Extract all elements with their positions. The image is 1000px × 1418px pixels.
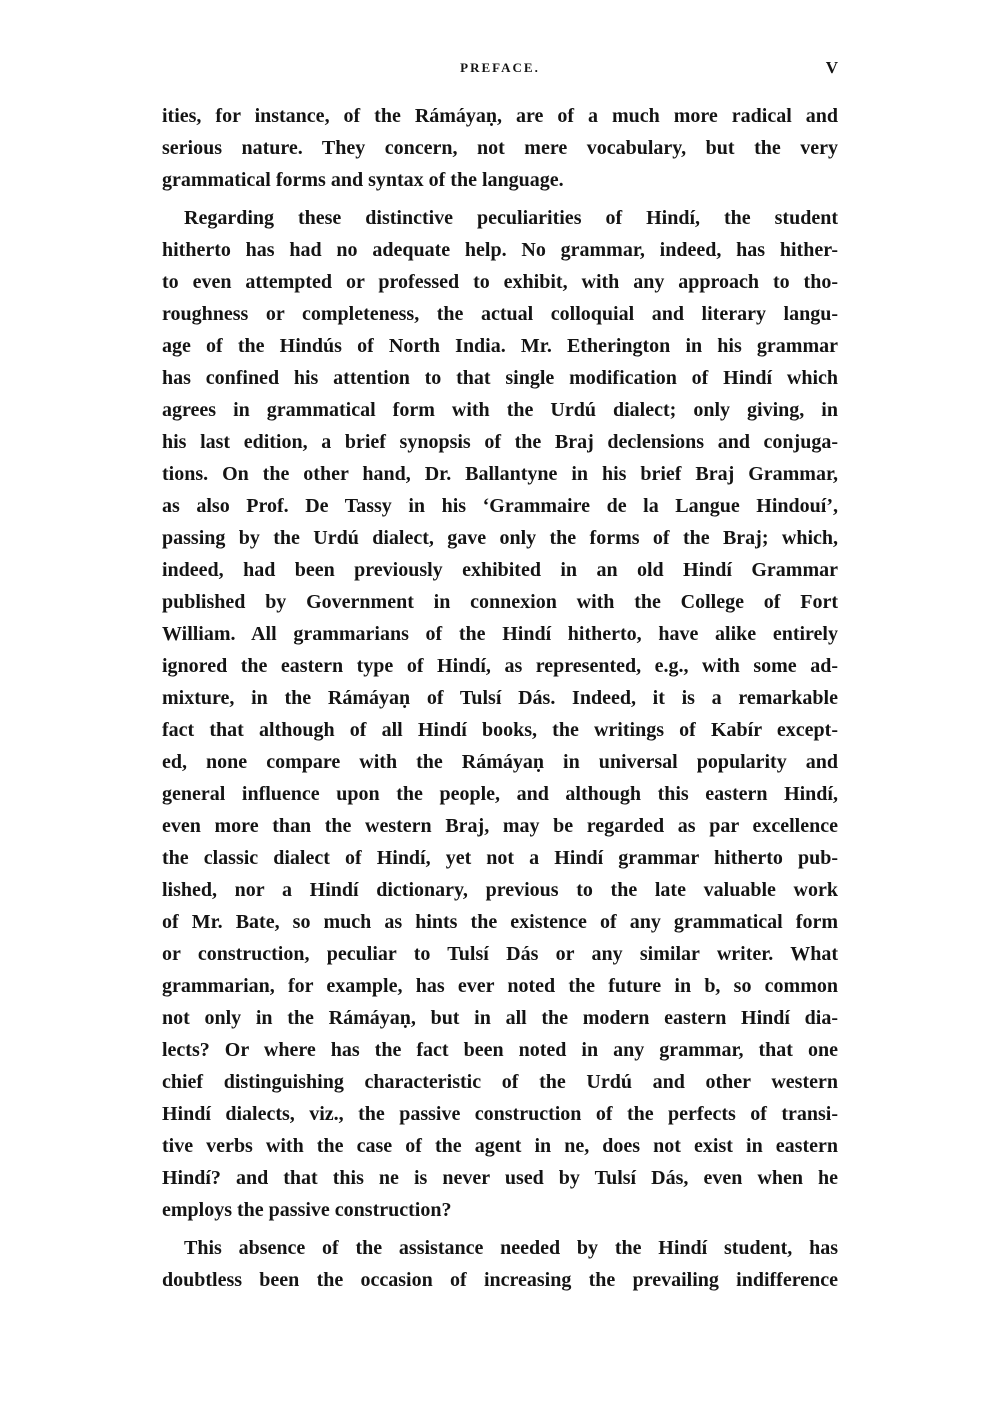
text-line: general influence upon the people, and although this eastern Hindí, [162, 783, 838, 805]
text-line: passing by the Urdú dialect, gave only the forms of the Braj; which, [162, 527, 838, 549]
text-line: the classic dialect of Hindí, yet not a Hindí grammar hitherto pub- [162, 847, 838, 869]
text-line: as also Prof. De Tassy in his ‘Grammaire de la Langue Hindouí’, [162, 495, 838, 517]
page-body [162, 100, 838, 1296]
text-line: lished, nor a Hindí dictionary, previous to the late valuable work [162, 879, 838, 901]
page-number: V [825, 58, 838, 77]
text-line: lects? Or where has the fact been noted in any grammar, that one [162, 1039, 838, 1061]
text-line: grammatical forms and syntax of the language. [162, 169, 564, 191]
paragraph [162, 100, 838, 196]
text-line: hitherto has had no adequate help. No grammar, indeed, has hither- [162, 239, 838, 261]
text-line: agrees in grammatical form with the Urdú dialect; only giving, in [162, 399, 838, 421]
text-line: tions. On the other hand, Dr. Ballantyne in his brief Braj Grammar, [162, 463, 838, 485]
text-line: tive verbs with the case of the agent in ne, does not exist in eastern [162, 1135, 838, 1157]
text-line: or construction, peculiar to Tulsí Dás or any similar writer. What [162, 943, 838, 965]
text-line: ities, for instance, of the Rámáyaṇ, are of a much more radical and [162, 105, 838, 127]
text-line: age of the Hindús of North India. Mr. Etherington in his grammar [162, 335, 838, 357]
text-line: ed, none compare with the Rámáyaṇ in universal popularity and [162, 751, 838, 773]
text-line: to even attempted or professed to exhibit, with any approach to tho- [162, 271, 838, 293]
text-line: his last edition, a brief synopsis of the Braj declensions and conjuga- [162, 431, 838, 453]
text-line: published by Government in connexion with the College of Fort [162, 591, 838, 613]
text-line: Regarding these distinctive peculiarities of Hindí, the student [184, 207, 838, 229]
text-line: roughness or completeness, the actual colloquial and literary langu- [162, 303, 838, 325]
text-line: not only in the Rámáyaṇ, but in all the modern eastern Hindí dia- [162, 1007, 838, 1029]
paragraph [162, 202, 838, 1226]
text-line: ignored the eastern type of Hindí, as represented, e.g., with some ad- [162, 655, 838, 677]
text-line: indeed, had been previously exhibited in an old Hindí Grammar [162, 559, 838, 581]
text-line: grammarian, for example, has ever noted the future in b, so common [162, 975, 838, 997]
text-line: This absence of the assistance needed by the Hindí student, has [184, 1237, 838, 1259]
text-line: Hindí? and that this ne is never used by Tulsí Dás, even when he [162, 1167, 838, 1189]
text-line: fact that although of all Hindí books, the writings of Kabír except- [162, 719, 838, 741]
text-line: Hindí dialects, viz., the passive construction of the perfects of transi- [162, 1103, 838, 1125]
text-line: chief distinguishing characteristic of the Urdú and other western [162, 1071, 838, 1093]
text-line: mixture, in the Rámáyaṇ of Tulsí Dás. Indeed, it is a remarkable [162, 687, 838, 709]
paragraph [162, 1232, 838, 1296]
text-line: employs the passive construction? [162, 1199, 452, 1221]
page-header [162, 60, 838, 88]
running-title: PREFACE. [460, 60, 540, 75]
text-line: of Mr. Bate, so much as hints the existence of any grammatical form [162, 911, 838, 933]
text-line: serious nature. They concern, not mere vocabulary, but the very [162, 137, 838, 159]
text-line: has confined his attention to that single modification of Hindí which [162, 367, 838, 389]
text-line: even more than the western Braj, may be regarded as par excellence [162, 815, 838, 837]
text-line: doubtless been the occasion of increasing the prevailing indifference [162, 1269, 838, 1291]
text-line: William. All grammarians of the Hindí hitherto, have alike entirely [162, 623, 838, 645]
